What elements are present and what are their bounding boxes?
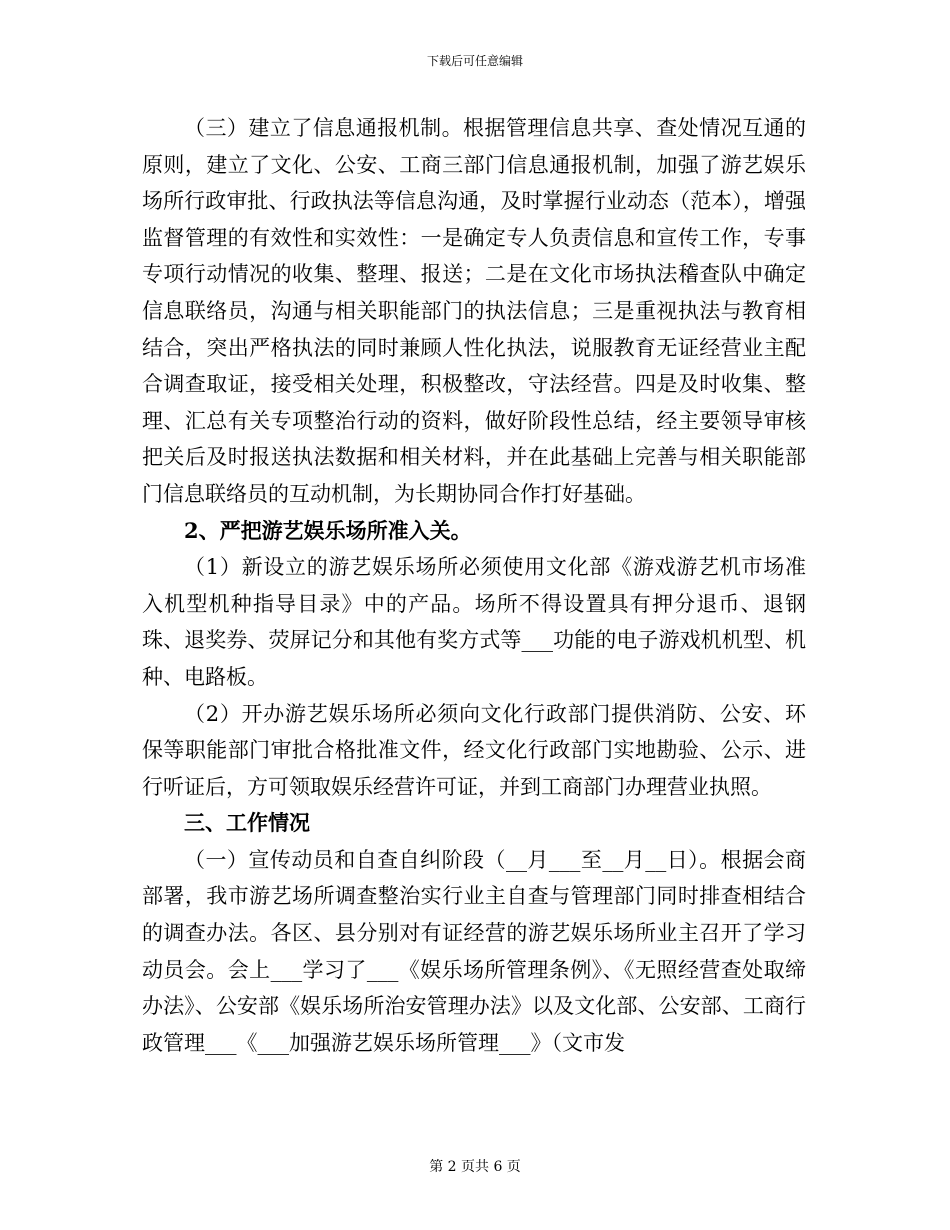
heading-work-status: 三、工作情况 xyxy=(184,810,310,836)
document-body xyxy=(142,110,806,1061)
page-footer: 第 2 页共 6 页 xyxy=(429,1159,521,1175)
paragraph-admission-2: （2）开办游艺娱乐场所必须向文化行政部门提供消防、公安、环保等职能部门审批合格批准文件，经文化行政部门实地勘验、公示、进行听证后，方可领取娱乐经营许可证，并到工商部门办理营业执照。 xyxy=(142,701,806,799)
heading-admission: 2、严把游艺娱乐场所准入关。 xyxy=(184,517,472,543)
paragraph-work-stage-1: （一）宣传动员和自查自纠阶段（__月___至__月__日）。根据会商部署，我市游艺场所调查整治实行业主自查与管理部门同时排查相结合的调查办法。各区、县分别对有证经营的游艺娱乐场所业主召开了学习动员会。会上___学习了___《娱乐场所管理条例》、《无照经营查处取缔办法》、公安部《娱乐场所治安管理办法》以及文化部、公安部、工商行政管理___《___加强游艺娱乐场所管理___》（文市发 xyxy=(142,847,806,1055)
paragraph-info-mechanism: （三）建立了信息通报机制。根据管理信息共享、查处情况互通的原则，建立了文化、公安、工商三部门信息通报机制，加强了游艺娱乐场所行政审批、行政执法等信息沟通，及时掌握行业动态（范本），增强监督管理的有效性和实效性：一是确定专人负责信息和宣传工作，专事专项行动情况的收集、整理、报送；二是在文化市场执法稽查队中确定信息联络员，沟通与相关职能部门的执法信息；三是重视执法与教育相结合，突出严格执法的同时兼顾人性化执法，说服教育无证经营业主配合调查取证，接受相关处理，积极整改，守法经营。四是及时收集、整理、汇总有关专项整治行动的资料，做好阶段性总结，经主要领导审核把关后及时报送执法数据和相关材料，并在此基础上完善与相关职能部门信息联络员的互动机制，为长期协同合作打好基础。 xyxy=(142,116,806,506)
paragraph-admission-1: （1）新设立的游艺娱乐场所必须使用文化部《游戏游艺机市场准入机型机种指导目录》中的产品。场所不得设置具有押分退币、退钢珠、退奖券、荧屏记分和其他有奖方式等___功能的电子游戏机机型、机种、电路板。 xyxy=(142,555,806,689)
page-header: 下载后可任意编辑 xyxy=(426,54,523,68)
